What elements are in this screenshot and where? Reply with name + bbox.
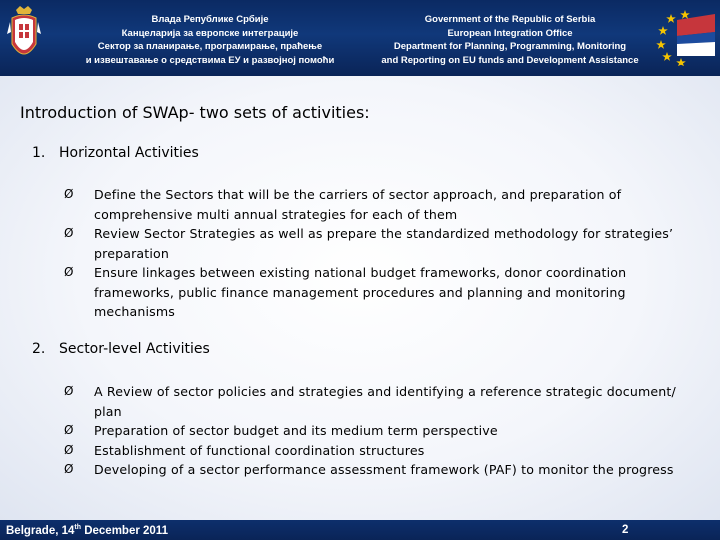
header-left-line: Влада Републике Србије: [151, 14, 269, 25]
bullet-text: Review Sector Strategies as well as prepare the standardized methodology for strategies’ preparation: [94, 226, 674, 261]
header-right-line: European Integration Office: [447, 27, 573, 39]
slide-header: [0, 0, 720, 76]
section-sector-level-activities: [32, 341, 210, 357]
slide-title: Introduction of SWAp- two sets of activities:: [20, 103, 370, 122]
list-item: [64, 382, 694, 421]
section-label: Sector-level Activities: [59, 341, 210, 357]
bullet-text: Preparation of sector budget and its medium term perspective: [94, 423, 498, 438]
arrow-bullet-icon: Ø: [64, 462, 74, 476]
header-serbian-text: [60, 13, 360, 67]
header-english-text: [370, 13, 650, 67]
bullet-text: Developing of a sector performance assessment framework (PAF) to monitor the progress: [94, 462, 674, 477]
arrow-bullet-icon: Ø: [64, 384, 74, 398]
slide-footer: [0, 520, 720, 540]
arrow-bullet-icon: Ø: [64, 265, 74, 279]
section-number: 2.: [32, 341, 46, 357]
list-item: [64, 421, 694, 441]
section-label: Horizontal Activities: [59, 145, 199, 161]
list-item: [64, 263, 694, 322]
list-item: [64, 441, 694, 461]
serbian-coat-of-arms-icon: [6, 4, 42, 70]
arrow-bullet-icon: Ø: [64, 187, 74, 201]
header-right-line: Government of the Republic of Serbia: [424, 14, 596, 25]
header-right-line: and Reporting on EU funds and Development Assistance: [381, 54, 639, 66]
bullet-text: A Review of sector policies and strategies and identifying a reference strategic document/ plan: [94, 384, 676, 419]
arrow-bullet-icon: Ø: [64, 423, 74, 437]
footer-date-prefix: Belgrade, 14: [6, 524, 75, 537]
list-item: [64, 224, 694, 263]
header-left-line: и извештавање о средствима ЕУ и развојној помоћи: [85, 54, 335, 66]
header-left-line: Сектор за планирање, програмирање, праћење: [97, 41, 323, 52]
list-item: [64, 460, 694, 480]
page-number: 2: [622, 524, 629, 536]
arrow-bullet-icon: Ø: [64, 226, 74, 240]
footer-date: [6, 524, 168, 537]
section-number: 1.: [32, 145, 46, 161]
eu-stars-flag-icon: [655, 6, 717, 66]
header-right-line: Department for Planning, Programming, Monitoring: [393, 41, 627, 52]
bullet-text: Ensure linkages between existing national budget frameworks, donor coordination frameworks, public finance management procedures and planning and monitoring mechanisms: [94, 265, 627, 319]
arrow-bullet-icon: Ø: [64, 443, 74, 457]
header-left-line: Канцеларија за европске интеграције: [121, 27, 299, 39]
footer-date-ordinal: th: [74, 524, 82, 531]
footer-date-suffix: December 2011: [81, 524, 168, 537]
bullet-text: Establishment of functional coordination structures: [94, 443, 425, 458]
bullet-text: Define the Sectors that will be the carriers of sector approach, and preparation of comprehensive multi annual strategies for each of them: [94, 187, 622, 222]
list-item: [64, 185, 694, 224]
section-horizontal-activities: [32, 145, 199, 161]
